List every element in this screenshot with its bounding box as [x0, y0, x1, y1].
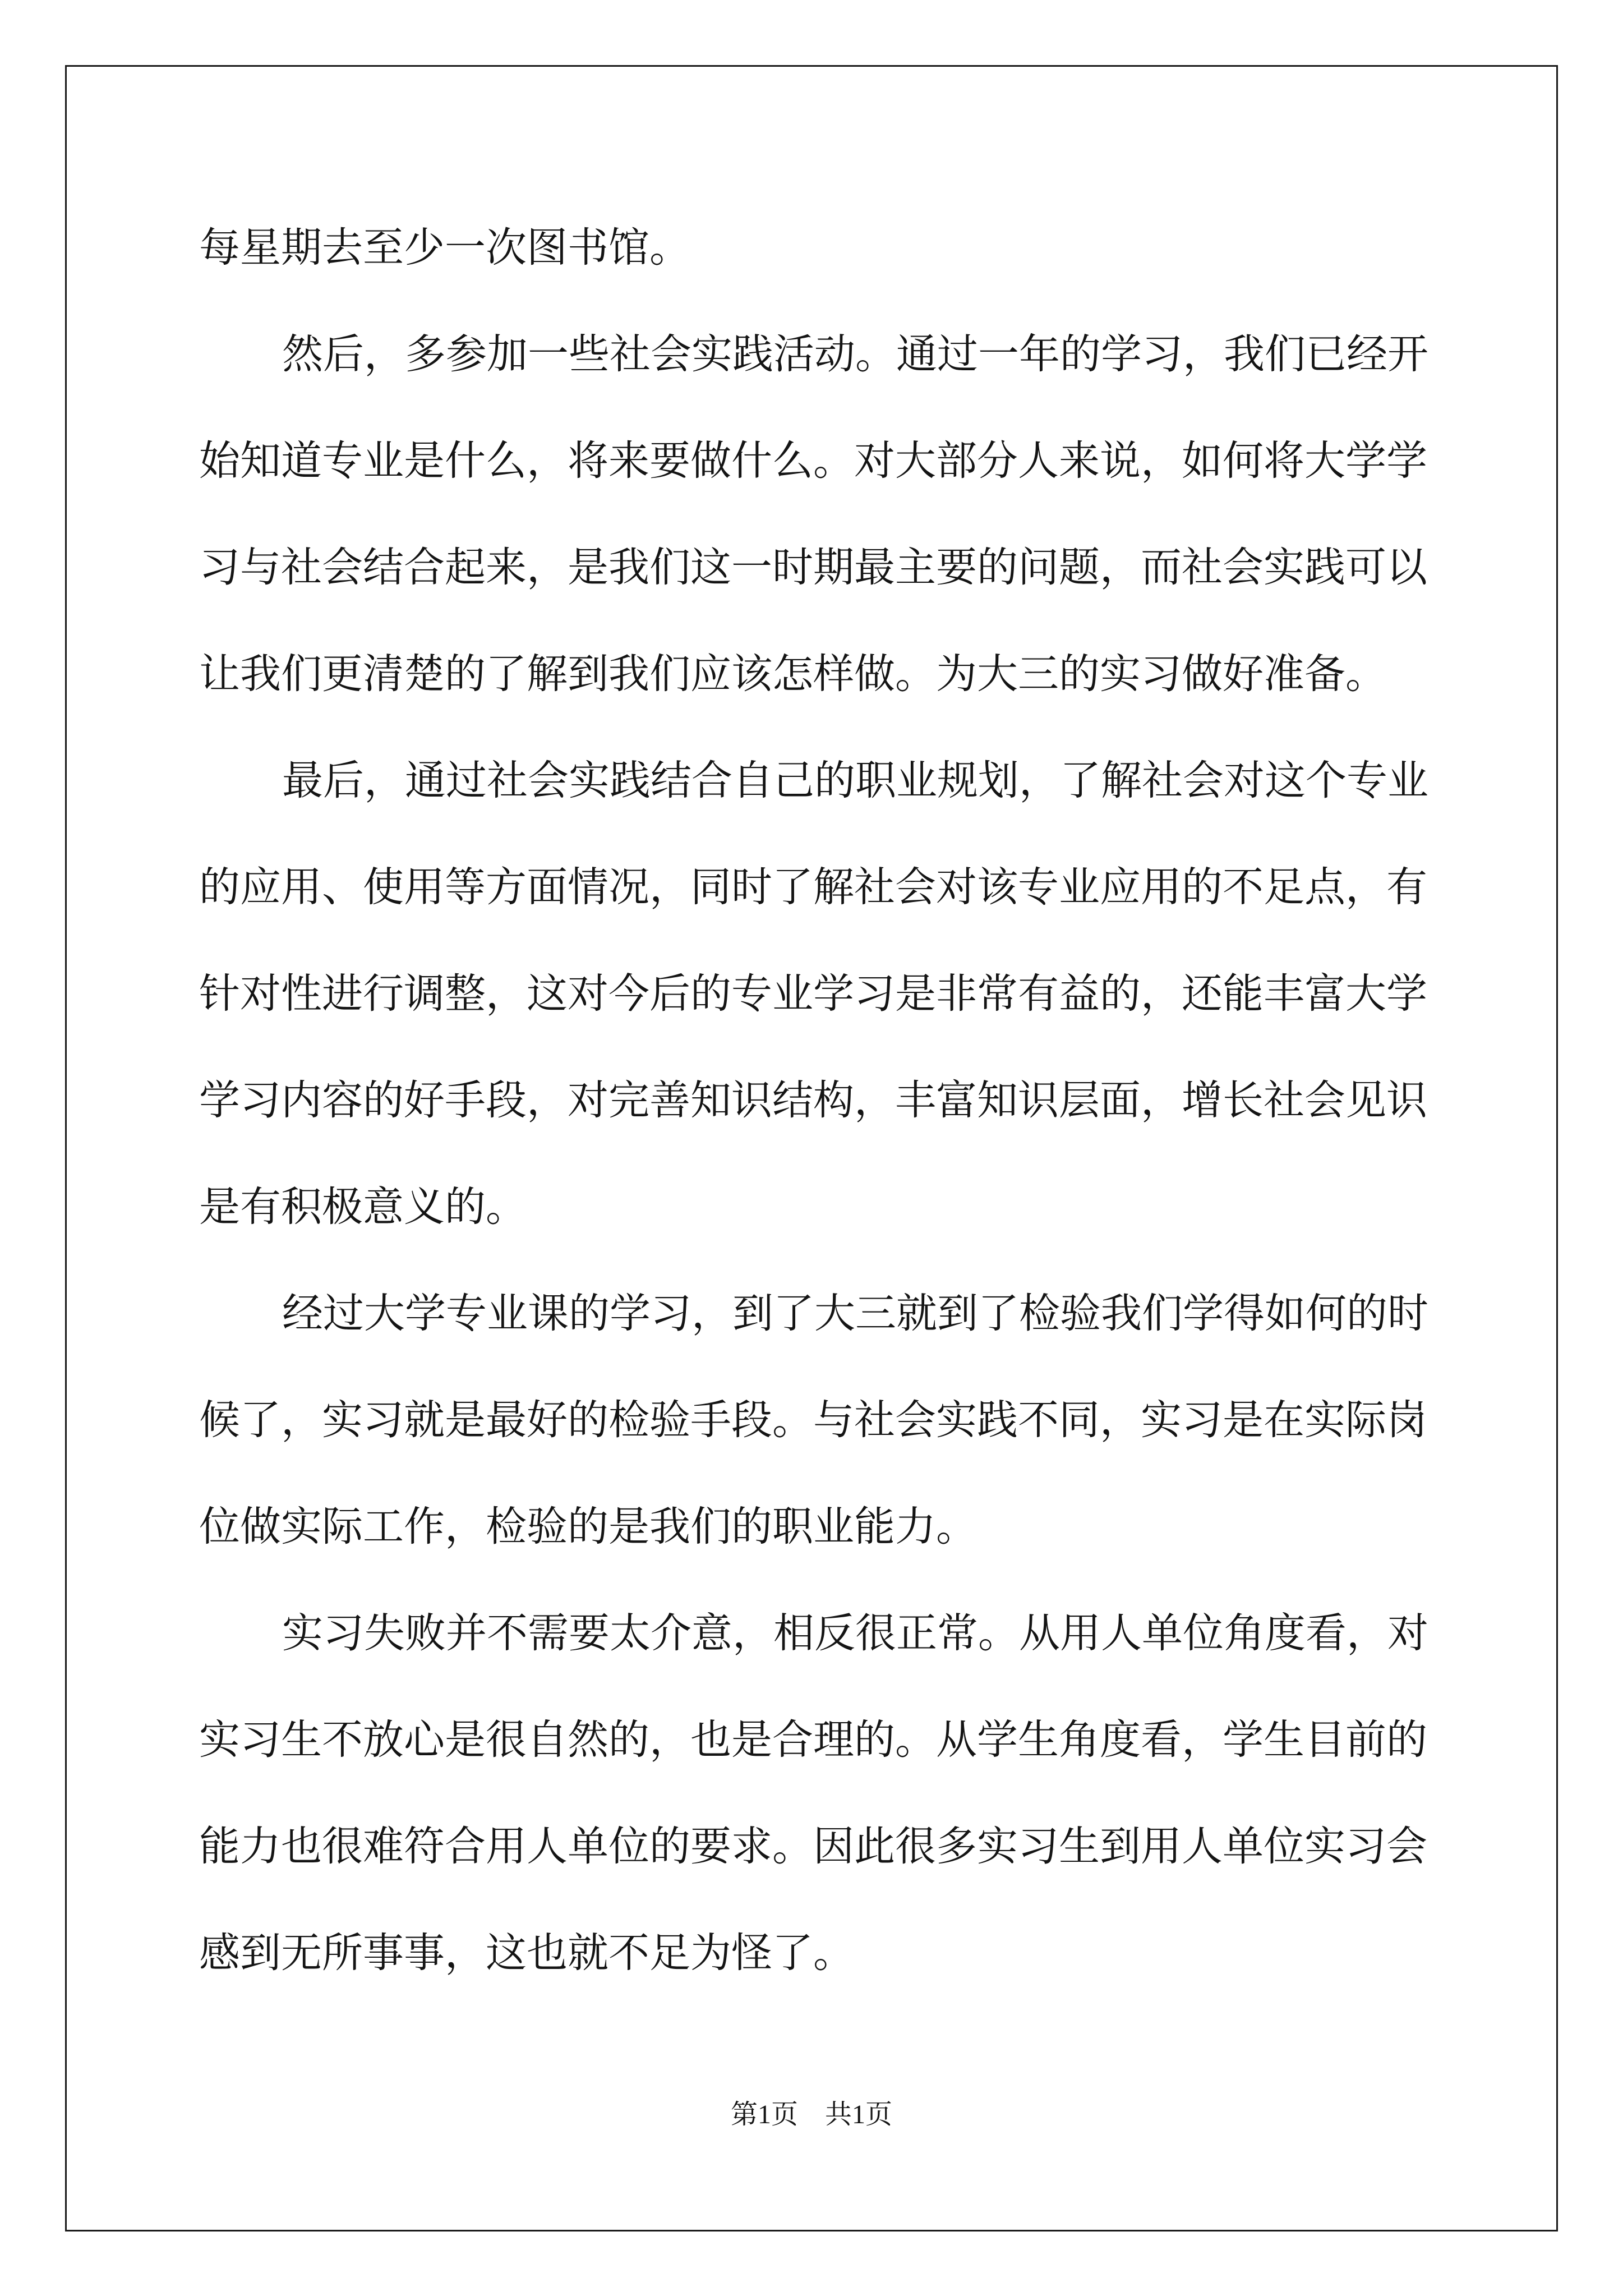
- text-line: 让我们更清楚的了解到我们应该怎样做。为大三的实习做好准备。: [199, 650, 1386, 698]
- text-line: 实 习 生 不 放 心 是 很 自 然 的 ， 也 是 合 理 的 。 从 学 生 角 度 看 ， 学 生 目 前 的: [199, 1716, 1427, 1764]
- page-footer: 第1页 共1页: [730, 2100, 892, 2129]
- text-line: 位做实际工作，检验的是我们的职业能力。: [199, 1503, 977, 1550]
- text-line: 习 与 社 会 结 合 起 来 ， 是 我 们 这 一 时 期 最 主 要 的 问 题 ， 而 社 会 实 践 可 以: [199, 544, 1427, 591]
- text-line: 最 后 ， 通 过 社 会 实 践 结 合 自 己 的 职 业 规 划 ， 了 解 社 会 对 这 个 专 业: [282, 757, 1428, 804]
- text-line: 学 习 内 容 的 好 手 段 ， 对 完 善 知 识 结 构 ， 丰 富 知 识 层 面 ， 增 长 社 会 见 识: [199, 1076, 1427, 1124]
- text-line: 候 了 ， 实 习 就 是 最 好 的 检 验 手 段 。 与 社 会 实 践 不 同 ， 实 习 是 在 实 际 岗: [199, 1396, 1427, 1444]
- text-line: 始 知 道 专 业 是 什 么 ， 将 来 要 做 什 么 。 对 大 部 分 人 来 说 ， 如 何 将 大 学 学: [199, 437, 1427, 485]
- text-line: 然 后 ， 多 参 加 一 些 社 会 实 践 活 动 。 通 过 一 年 的 学 习 ， 我 们 已 经 开: [282, 330, 1428, 378]
- text-line: 经 过 大 学 专 业 课 的 学 习 ， 到 了 大 三 就 到 了 检 验 我 们 学 得 如 何 的 时: [282, 1290, 1428, 1337]
- text-line: 感到无所事事，这也就不足为怪了。: [199, 1929, 854, 1977]
- text-line: 能 力 也 很 难 符 合 用 人 单 位 的 要 求 。 因 此 很 多 实 习 生 到 用 人 单 位 实 习 会: [199, 1823, 1427, 1870]
- text-line: 实 习 失 败 并 不 需 要 太 介 意 ， 相 反 很 正 常 。 从 用 人 单 位 角 度 看 ， 对: [282, 1609, 1428, 1657]
- text-line: 是有积极意义的。: [199, 1183, 527, 1231]
- text-line: 的 应 用 、 使 用 等 方 面 情 况 ， 同 时 了 解 社 会 对 该 专 业 应 用 的 不 足 点 ， 有: [199, 863, 1427, 911]
- text-line: 每星期去至少一次图书馆。: [199, 224, 690, 272]
- text-line: 针 对 性 进 行 调 整 ， 这 对 今 后 的 专 业 学 习 是 非 常 有 益 的 ， 还 能 丰 富 大 学: [199, 970, 1427, 1018]
- document-body: [199, 215, 1427, 2027]
